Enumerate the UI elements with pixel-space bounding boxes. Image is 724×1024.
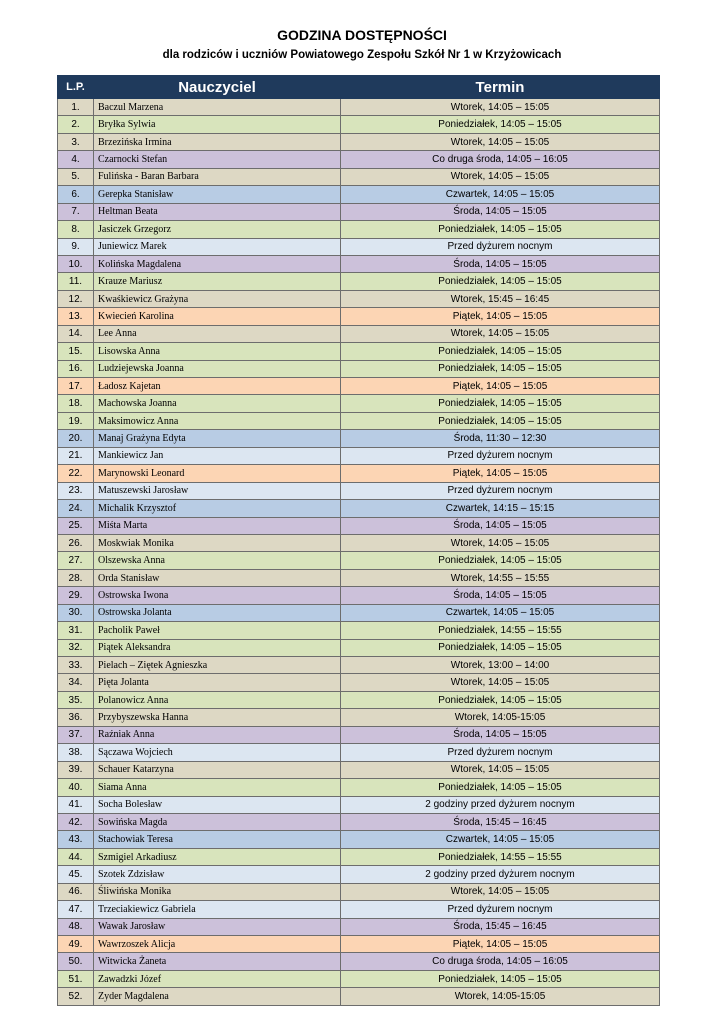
row-number: 29. <box>58 587 94 604</box>
availability-term: Poniedziałek, 14:05 – 15:05 <box>341 116 660 133</box>
availability-term: Poniedziałek, 14:05 – 15:05 <box>341 343 660 360</box>
teacher-name: Piątek Aleksandra <box>94 639 341 656</box>
table-row <box>58 465 660 482</box>
row-number: 44. <box>58 848 94 865</box>
teacher-name: Jasiczek Grzegorz <box>94 221 341 238</box>
teacher-name: Brzezińska Irmina <box>94 133 341 150</box>
table-row <box>58 657 660 674</box>
teacher-name: Orda Stanisław <box>94 569 341 586</box>
table-row <box>58 796 660 813</box>
row-number: 22. <box>58 465 94 482</box>
availability-term: Co druga środa, 14:05 – 16:05 <box>341 151 660 168</box>
teacher-name: Ostrowska Iwona <box>94 587 341 604</box>
teacher-name: Lisowska Anna <box>94 343 341 360</box>
table-row <box>58 866 660 883</box>
table-row <box>58 883 660 900</box>
teacher-name: Socha Bolesław <box>94 796 341 813</box>
teacher-name: Śliwińska Monika <box>94 883 341 900</box>
row-number: 49. <box>58 936 94 953</box>
document-subtitle: dla rodziców i uczniów Powiatowego Zespołu Szkół Nr 1 w Krzyżowicach <box>162 49 562 61</box>
teacher-name: Szmigiel Arkadiusz <box>94 848 341 865</box>
availability-term: Wtorek, 14:05 – 15:05 <box>341 761 660 778</box>
table-row <box>58 308 660 325</box>
row-number: 16. <box>58 360 94 377</box>
availability-term: Piątek, 14:05 – 15:05 <box>341 308 660 325</box>
availability-term: Przed dyżurem nocnym <box>341 901 660 918</box>
table-row <box>58 430 660 447</box>
row-number: 43. <box>58 831 94 848</box>
table-row <box>58 273 660 290</box>
table-row <box>58 988 660 1005</box>
teacher-name: Miśta Marta <box>94 517 341 534</box>
availability-term: Środa, 14:05 – 15:05 <box>341 726 660 743</box>
column-header-term: Termin <box>341 76 660 99</box>
availability-term: Piątek, 14:05 – 15:05 <box>341 378 660 395</box>
availability-term: Poniedziałek, 14:05 – 15:05 <box>341 412 660 429</box>
row-number: 6. <box>58 186 94 203</box>
teacher-name: Michalik Krzysztof <box>94 500 341 517</box>
availability-term: Wtorek, 14:05 – 15:05 <box>341 133 660 150</box>
row-number: 15. <box>58 343 94 360</box>
row-number: 7. <box>58 203 94 220</box>
row-number: 30. <box>58 604 94 621</box>
availability-term: Wtorek, 14:05-15:05 <box>341 988 660 1005</box>
availability-term: Środa, 15:45 – 16:45 <box>341 918 660 935</box>
row-number: 1. <box>58 99 94 116</box>
table-row <box>58 569 660 586</box>
table-row <box>58 290 660 307</box>
availability-term: Poniedziałek, 14:05 – 15:05 <box>341 273 660 290</box>
table-row <box>58 674 660 691</box>
availability-term: Wtorek, 14:05 – 15:05 <box>341 99 660 116</box>
teacher-name: Krauze Mariusz <box>94 273 341 290</box>
table-row <box>58 255 660 272</box>
row-number: 47. <box>58 901 94 918</box>
row-number: 35. <box>58 691 94 708</box>
availability-term: Poniedziałek, 14:55 – 15:55 <box>341 622 660 639</box>
table-row <box>58 604 660 621</box>
availability-term: Piątek, 14:05 – 15:05 <box>341 936 660 953</box>
teacher-name: Sączawa Wojciech <box>94 744 341 761</box>
table-row <box>58 831 660 848</box>
teacher-name: Wawrzoszek Alicja <box>94 936 341 953</box>
availability-term: Środa, 14:05 – 15:05 <box>341 517 660 534</box>
row-number: 40. <box>58 779 94 796</box>
table-row <box>58 360 660 377</box>
row-number: 52. <box>58 988 94 1005</box>
availability-term: Wtorek, 14:05-15:05 <box>341 709 660 726</box>
availability-term: Wtorek, 14:55 – 15:55 <box>341 569 660 586</box>
table-row <box>58 587 660 604</box>
teacher-name: Gerepka Stanisław <box>94 186 341 203</box>
availability-term: Poniedziałek, 14:05 – 15:05 <box>341 552 660 569</box>
teacher-name: Polanowicz Anna <box>94 691 341 708</box>
availability-term: Czwartek, 14:15 – 15:15 <box>341 500 660 517</box>
table-row <box>58 726 660 743</box>
availability-term: Poniedziałek, 14:05 – 15:05 <box>341 221 660 238</box>
table-row <box>58 953 660 970</box>
table-row <box>58 133 660 150</box>
table-row <box>58 517 660 534</box>
teacher-name: Moskwiak Monika <box>94 534 341 551</box>
availability-term: Poniedziałek, 14:05 – 15:05 <box>341 691 660 708</box>
availability-term: Przed dyżurem nocnym <box>341 744 660 761</box>
teacher-name: Juniewicz Marek <box>94 238 341 255</box>
document-title: GODZINA DOSTĘPNOŚCI <box>277 27 447 43</box>
row-number: 42. <box>58 813 94 830</box>
availability-term: Środa, 15:45 – 16:45 <box>341 813 660 830</box>
table-row <box>58 343 660 360</box>
row-number: 32. <box>58 639 94 656</box>
row-number: 12. <box>58 290 94 307</box>
row-number: 5. <box>58 168 94 185</box>
row-number: 20. <box>58 430 94 447</box>
availability-term: Wtorek, 14:05 – 15:05 <box>341 534 660 551</box>
availability-term: 2 godziny przed dyżurem nocnym <box>341 796 660 813</box>
availability-term: Czwartek, 14:05 – 15:05 <box>341 186 660 203</box>
availability-term: Wtorek, 13:00 – 14:00 <box>341 657 660 674</box>
table-row <box>58 622 660 639</box>
teacher-name: Witwicka Żaneta <box>94 953 341 970</box>
row-number: 19. <box>58 412 94 429</box>
table-row <box>58 203 660 220</box>
table-row <box>58 325 660 342</box>
table-row <box>58 813 660 830</box>
availability-term: Czwartek, 14:05 – 15:05 <box>341 604 660 621</box>
table-row <box>58 552 660 569</box>
row-number: 14. <box>58 325 94 342</box>
row-number: 48. <box>58 918 94 935</box>
row-number: 33. <box>58 657 94 674</box>
table-row <box>58 534 660 551</box>
teacher-name: Pielach – Ziętek Agnieszka <box>94 657 341 674</box>
availability-term: Wtorek, 14:05 – 15:05 <box>341 674 660 691</box>
teacher-name: Trzeciakiewicz Gabriela <box>94 901 341 918</box>
header-row <box>58 76 660 99</box>
teacher-name: Ludziejewska Joanna <box>94 360 341 377</box>
availability-term: Środa, 14:05 – 15:05 <box>341 587 660 604</box>
table-row <box>58 500 660 517</box>
row-number: 18. <box>58 395 94 412</box>
row-number: 41. <box>58 796 94 813</box>
row-number: 28. <box>58 569 94 586</box>
teacher-name: Matuszewski Jarosław <box>94 482 341 499</box>
row-number: 38. <box>58 744 94 761</box>
table-row <box>58 151 660 168</box>
table-row <box>58 378 660 395</box>
availability-term: Środa, 14:05 – 15:05 <box>341 255 660 272</box>
teacher-name: Lee Anna <box>94 325 341 342</box>
teacher-name: Czarnocki Stefan <box>94 151 341 168</box>
teacher-name: Zyder Magdalena <box>94 988 341 1005</box>
row-number: 11. <box>58 273 94 290</box>
table-body <box>58 99 660 1006</box>
teacher-name: Wawak Jarosław <box>94 918 341 935</box>
teacher-name: Zawadzki Józef <box>94 970 341 987</box>
table-row <box>58 970 660 987</box>
availability-term: Poniedziałek, 14:05 – 15:05 <box>341 779 660 796</box>
table-row <box>58 639 660 656</box>
teacher-name: Pięta Jolanta <box>94 674 341 691</box>
availability-term: Środa, 11:30 – 12:30 <box>341 430 660 447</box>
teacher-name: Baczul Marzena <box>94 99 341 116</box>
table-row <box>58 447 660 464</box>
teacher-name: Kwiecień Karolina <box>94 308 341 325</box>
row-number: 50. <box>58 953 94 970</box>
availability-table <box>57 75 660 1006</box>
availability-term: Piątek, 14:05 – 15:05 <box>341 465 660 482</box>
row-number: 4. <box>58 151 94 168</box>
teacher-name: Sowińska Magda <box>94 813 341 830</box>
row-number: 39. <box>58 761 94 778</box>
teacher-name: Mankiewicz Jan <box>94 447 341 464</box>
teacher-name: Fulińska - Baran Barbara <box>94 168 341 185</box>
teacher-name: Maksimowicz Anna <box>94 412 341 429</box>
availability-term: Co druga środa, 14:05 – 16:05 <box>341 953 660 970</box>
availability-term: Wtorek, 14:05 – 15:05 <box>341 883 660 900</box>
table-row <box>58 779 660 796</box>
table-row <box>58 936 660 953</box>
row-number: 26. <box>58 534 94 551</box>
row-number: 51. <box>58 970 94 987</box>
row-number: 31. <box>58 622 94 639</box>
table-row <box>58 116 660 133</box>
table-row <box>58 482 660 499</box>
availability-term: Przed dyżurem nocnym <box>341 238 660 255</box>
row-number: 36. <box>58 709 94 726</box>
availability-term: Środa, 14:05 – 15:05 <box>341 203 660 220</box>
row-number: 17. <box>58 378 94 395</box>
availability-term: Czwartek, 14:05 – 15:05 <box>341 831 660 848</box>
table-row <box>58 221 660 238</box>
row-number: 2. <box>58 116 94 133</box>
row-number: 37. <box>58 726 94 743</box>
teacher-name: Przybyszewska Hanna <box>94 709 341 726</box>
row-number: 24. <box>58 500 94 517</box>
table-row <box>58 99 660 116</box>
row-number: 3. <box>58 133 94 150</box>
teacher-name: Siama Anna <box>94 779 341 796</box>
teacher-name: Kwaśkiewicz Grażyna <box>94 290 341 307</box>
teacher-name: Kolińska Magdalena <box>94 255 341 272</box>
availability-term: Poniedziałek, 14:05 – 15:05 <box>341 970 660 987</box>
table-row <box>58 848 660 865</box>
availability-term: Poniedziałek, 14:05 – 15:05 <box>341 639 660 656</box>
row-number: 9. <box>58 238 94 255</box>
availability-term: Poniedziałek, 14:55 – 15:55 <box>341 848 660 865</box>
teacher-name: Szotek Zdzisław <box>94 866 341 883</box>
availability-term: Poniedziałek, 14:05 – 15:05 <box>341 395 660 412</box>
teacher-name: Marynowski Leonard <box>94 465 341 482</box>
column-header-lp: L.P. <box>58 76 94 99</box>
row-number: 13. <box>58 308 94 325</box>
availability-term: Przed dyżurem nocnym <box>341 482 660 499</box>
table-row <box>58 395 660 412</box>
row-number: 23. <box>58 482 94 499</box>
table-header <box>58 76 660 99</box>
table-row <box>58 901 660 918</box>
availability-term: Przed dyżurem nocnym <box>341 447 660 464</box>
teacher-name: Bryłka Sylwia <box>94 116 341 133</box>
teacher-name: Ostrowska Jolanta <box>94 604 341 621</box>
availability-term: Wtorek, 14:05 – 15:05 <box>341 325 660 342</box>
teacher-name: Ładosz Kajetan <box>94 378 341 395</box>
row-number: 27. <box>58 552 94 569</box>
availability-term: Wtorek, 14:05 – 15:05 <box>341 168 660 185</box>
table-row <box>58 186 660 203</box>
table-row <box>58 168 660 185</box>
table-row <box>58 744 660 761</box>
teacher-name: Manaj Grażyna Edyta <box>94 430 341 447</box>
row-number: 45. <box>58 866 94 883</box>
teacher-name: Heltman Beata <box>94 203 341 220</box>
table-row <box>58 709 660 726</box>
table-row <box>58 238 660 255</box>
row-number: 21. <box>58 447 94 464</box>
teacher-name: Olszewska Anna <box>94 552 341 569</box>
teacher-name: Pacholik Paweł <box>94 622 341 639</box>
teacher-name: Raźniak Anna <box>94 726 341 743</box>
teacher-name: Machowska Joanna <box>94 395 341 412</box>
row-number: 34. <box>58 674 94 691</box>
availability-term: 2 godziny przed dyżurem nocnym <box>341 866 660 883</box>
row-number: 46. <box>58 883 94 900</box>
availability-term: Wtorek, 15:45 – 16:45 <box>341 290 660 307</box>
row-number: 10. <box>58 255 94 272</box>
table-row <box>58 918 660 935</box>
table-row <box>58 761 660 778</box>
teacher-name: Schauer Katarzyna <box>94 761 341 778</box>
row-number: 8. <box>58 221 94 238</box>
availability-term: Poniedziałek, 14:05 – 15:05 <box>341 360 660 377</box>
table-row <box>58 412 660 429</box>
teacher-name: Stachowiak Teresa <box>94 831 341 848</box>
table-row <box>58 691 660 708</box>
row-number: 25. <box>58 517 94 534</box>
column-header-teacher: Nauczyciel <box>94 76 341 99</box>
